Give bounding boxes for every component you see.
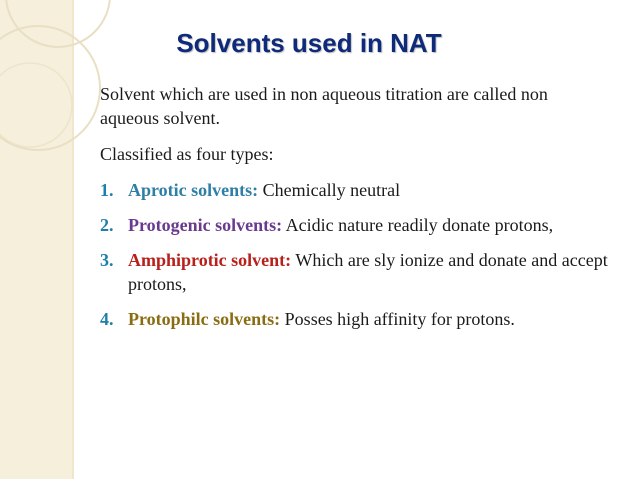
slide-title: Solvents used in NAT [176, 28, 442, 58]
item-description: Which are sly ionize and donate and accept protons, [128, 250, 608, 294]
item-term: Protophilc solvents: [128, 309, 281, 329]
list-item [100, 178, 610, 202]
item-number: 4. [100, 309, 114, 329]
list-item [100, 213, 610, 237]
item-description: Chemically neutral [258, 180, 401, 200]
item-number: 3. [100, 250, 114, 270]
item-description: Posses high affinity for protons. [280, 309, 515, 329]
item-term: Amphiprotic solvent: [128, 250, 292, 270]
solvent-list [100, 178, 610, 331]
intro-text: Solvent which are used in non aqueous titration are called non aqueous solvent. [100, 84, 548, 128]
item-description: Acidic nature readily donate protons, [282, 215, 554, 235]
list-item [100, 248, 610, 296]
item-term: Protogenic solvents: [128, 215, 283, 235]
classification-text: Classified as four types: [100, 144, 274, 164]
list-item [100, 307, 610, 331]
item-term: Aprotic solvents: [128, 180, 259, 200]
item-number: 1. [100, 180, 114, 200]
slide-body [100, 82, 610, 342]
item-number: 2. [100, 215, 114, 235]
